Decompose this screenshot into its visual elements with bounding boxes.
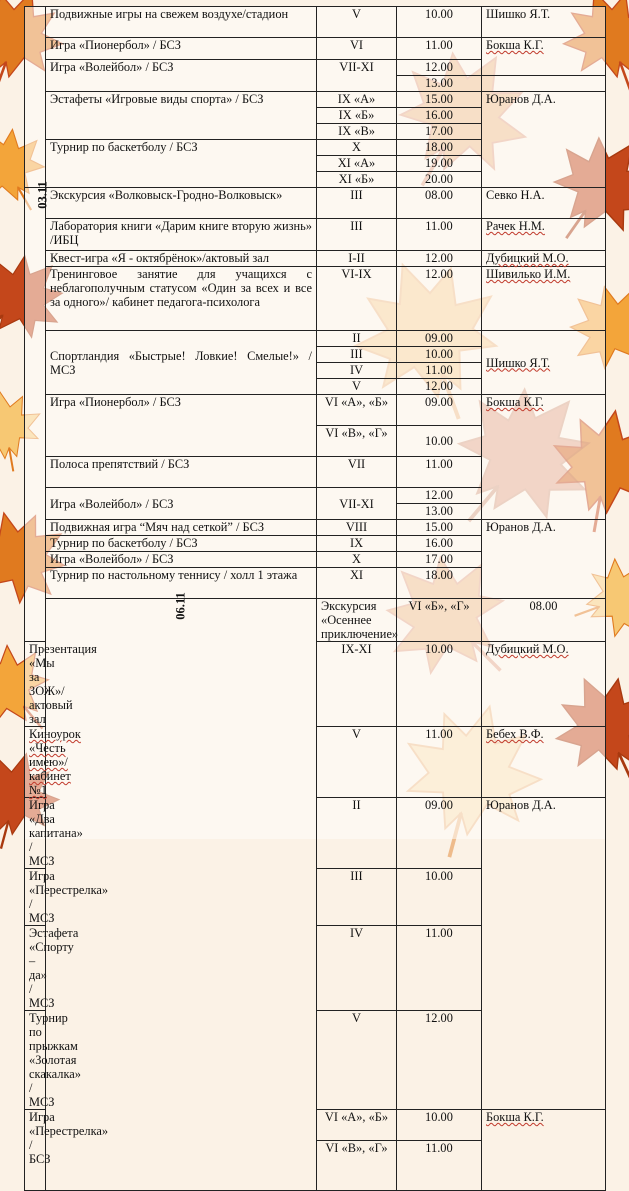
table-row [25,7,606,38]
class-cell: III [317,347,397,363]
class-cell: X [317,140,397,156]
event-cell: Экскурсия «Волковыск-Гродно-Волковыск» [46,188,317,219]
event-cell: Игра «Перестрелка» / БСЗ [25,1110,46,1191]
event-cell: Игра «Волейбол» / БСЗ [46,60,317,92]
class-cell: IX-XI [317,642,397,727]
time-cell: 15.00 [397,92,482,108]
table-row [25,331,606,347]
date-cell-prev [25,7,46,188]
event-cell: Игра «Пионербол» / БСЗ [46,395,317,457]
class-cell: IX «В» [317,124,397,140]
event-cell: Экскурсия «Осеннее приключение» [317,599,397,642]
time-cell: 08.00 [397,188,482,219]
responsible-cell: Бебех В.Ф. [482,727,606,798]
responsible-cell: Шивилько И.М. [482,267,606,331]
time-cell: 12.00 [397,267,482,331]
time-cell: 17.00 [397,124,482,140]
responsible-cell: Бокша К.Г. [482,38,606,76]
time-cell: 18.00 [397,140,482,156]
time-cell: 16.00 [397,536,482,552]
time-cell: 10.00 [397,869,482,926]
table-row [25,395,606,426]
class-cell: III [317,188,397,219]
class-cell: I-II [317,251,397,267]
event-cell: Игра «Перестрелка» / МСЗ [25,869,46,926]
class-cell: V [317,727,397,798]
event-cell: Турнир по баскетболу / БСЗ [46,140,317,188]
time-cell: 12.00 [397,251,482,267]
table-row [25,38,606,60]
time-cell: 12.00 [397,379,482,395]
event-cell: Игра «Пионербол» / БСЗ [46,38,317,60]
time-cell: 12.00 [397,488,482,504]
class-cell: II [317,798,397,869]
time-cell: 13.00 [397,504,482,520]
event-cell: Киноурок «Честь имею»/кабинет №1 [25,727,46,798]
class-cell: III [317,219,397,251]
event-cell: Турнир по баскетболу / БСЗ [46,536,317,552]
table-row [25,599,606,642]
table-row [25,188,606,219]
event-cell: Презентация «Мы за ЗОЖ»/актовый зал [25,642,46,727]
responsible-cell: Бокша К.Г. [482,395,606,520]
event-cell: Турнир по настольному теннису / холл 1 этажа [46,568,317,599]
class-cell: VI-IX [317,267,397,331]
event-cell: Игра «Волейбол» / БСЗ [46,488,317,520]
class-cell: VI «В», «Г» [317,426,397,457]
time-cell: 09.00 [397,331,482,347]
class-cell: V [317,379,397,395]
class-cell: VII-XI [317,60,397,92]
time-cell: 19.00 [397,156,482,172]
responsible-cell: Дубицкий М.О. [482,642,606,727]
table-row [25,92,606,108]
class-cell: V [317,1011,397,1110]
class-cell: XI «А» [317,156,397,172]
class-cell: VI «А», «Б» [317,395,397,426]
class-cell: VII [317,457,397,488]
responsible-cell: Шишко Я.Т. [482,331,606,395]
event-cell: Лаборатория книги «Дарим книге вторую жизнь» /ИБЦ [46,219,317,251]
class-cell: IV [317,363,397,379]
event-cell: Полоса препятствий / БСЗ [46,457,317,488]
responsible-cell: Дубицкий М.О. [482,251,606,267]
class-cell: IV [317,926,397,1011]
date-cell [25,181,50,642]
time-cell: 10.00 [397,426,482,457]
class-cell: VI [317,38,397,60]
event-cell: Спортландия «Быстрые! Ловкие! Смелые!» / МСЗ [46,331,317,395]
time-cell: 15.00 [397,520,482,536]
time-cell: 11.00 [397,1141,482,1191]
time-cell: 08.00 [482,599,606,642]
time-cell: 11.00 [397,926,482,1011]
time-cell: 11.00 [397,457,482,488]
time-cell: 20.00 [397,172,482,188]
event-cell: Тренинговое занятие для учащихся с неблагополучным статусом «Один за всех и все за одного»/ кабинет педагога-психолога [46,267,317,331]
event-cell: Подвижные игры на свежем воздухе/стадион [46,7,317,38]
class-cell: VI «А», «Б» [317,1110,397,1141]
date-label: 03.11 [35,181,50,209]
responsible-cell: Севко Н.А. [482,188,606,219]
time-cell: 10.00 [397,1110,482,1141]
class-cell: XI [317,568,397,599]
event-cell: Игра «Два капитана» / МСЗ [25,798,46,869]
class-cell: III [317,869,397,926]
class-cell: V [317,7,397,38]
date-label: 06.11 [174,592,188,620]
responsible-cell: Рачек Н.М. [482,219,606,251]
class-cell: VII-XI [317,488,397,520]
time-cell: 18.00 [397,568,482,599]
class-cell: IX «А» [317,92,397,108]
time-cell: 10.00 [397,347,482,363]
class-cell: IX [317,536,397,552]
class-cell: VI «Б», «Г» [397,599,482,642]
table-row [25,251,606,267]
event-cell: Квест-игра «Я - октябрёнок»/актовый зал [46,251,317,267]
time-cell: 11.00 [397,38,482,60]
class-cell: XI «Б» [317,172,397,188]
time-cell: 12.00 [397,60,482,76]
class-cell: VIII [317,520,397,536]
event-cell: Эстафета «Спорту – да» / МСЗ [25,926,46,1011]
responsible-cell: Юранов Д.А. [482,92,606,188]
time-cell: 10.00 [397,642,482,727]
time-cell: 10.00 [397,7,482,38]
responsible-cell: Юранов Д.А. [482,520,606,599]
responsible-cell: Бокша К.Г. [482,1110,606,1191]
schedule-table [24,6,606,1191]
time-cell: 16.00 [397,108,482,124]
responsible-cell: Юранов Д.А. [482,798,606,1110]
class-cell: X [317,552,397,568]
table-row [25,267,606,331]
time-cell: 09.00 [397,798,482,869]
class-cell: IX «Б» [317,108,397,124]
class-cell: II [317,331,397,347]
responsible-cell [482,76,606,92]
time-cell: 12.00 [397,1011,482,1110]
table-row [25,520,606,536]
event-cell: Игра «Волейбол» / БСЗ [46,552,317,568]
class-cell: VI «В», «Г» [317,1141,397,1191]
table-row [25,219,606,251]
time-cell: 11.00 [397,219,482,251]
event-cell: Турнир по прыжкам «Золотая скакалка» / МСЗ [25,1011,46,1110]
time-cell: 11.00 [397,727,482,798]
event-cell: Эстафеты «Игровые виды спорта» / БСЗ [46,92,317,140]
responsible-cell: Шишко Я.Т. [482,7,606,38]
event-cell: Подвижная игра “Мяч над сеткой” / БСЗ [46,520,317,536]
time-cell: 17.00 [397,552,482,568]
time-cell: 11.00 [397,363,482,379]
time-cell: 09.00 [397,395,482,426]
time-cell: 13.00 [397,76,482,92]
